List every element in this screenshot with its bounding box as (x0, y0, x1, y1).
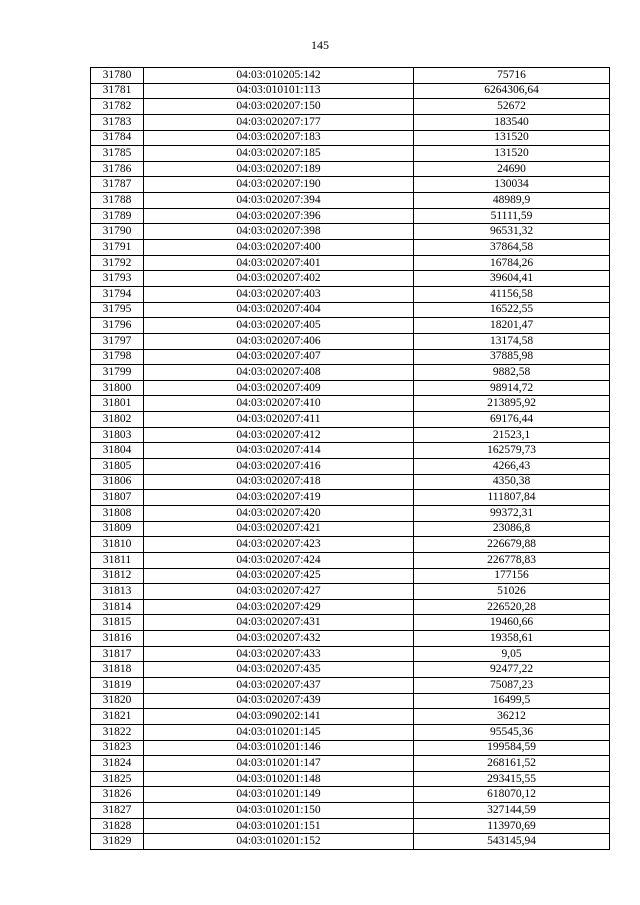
table-row (91, 521, 610, 537)
row-number-cell: 31787 (91, 177, 144, 193)
row-number-cell: 31818 (91, 662, 144, 678)
table-row (91, 599, 610, 615)
value-cell: 21523,1 (414, 427, 610, 443)
cadastral-number-cell: 04:03:020207:404 (144, 302, 414, 318)
value-cell: 4266,43 (414, 459, 610, 475)
cadastral-number-cell: 04:03:020207:408 (144, 365, 414, 381)
row-number-cell: 31803 (91, 427, 144, 443)
cadastral-number-cell: 04:03:020207:425 (144, 568, 414, 584)
table-row (91, 130, 610, 146)
row-number-cell: 31817 (91, 646, 144, 662)
table-row (91, 255, 610, 271)
row-number-cell: 31798 (91, 349, 144, 365)
value-cell: 131520 (414, 130, 610, 146)
value-cell: 18201,47 (414, 318, 610, 334)
row-number-cell: 31794 (91, 286, 144, 302)
row-number-cell: 31825 (91, 771, 144, 787)
row-number-cell: 31795 (91, 302, 144, 318)
row-number-cell: 31800 (91, 380, 144, 396)
table-row (91, 380, 610, 396)
cadastral-number-cell: 04:03:020207:394 (144, 193, 414, 209)
row-number-cell: 31792 (91, 255, 144, 271)
value-cell: 213895,92 (414, 396, 610, 412)
value-cell: 16784,26 (414, 255, 610, 271)
value-cell: 162579,73 (414, 443, 610, 459)
cadastral-number-cell: 04:03:010201:150 (144, 803, 414, 819)
table-row (91, 677, 610, 693)
cadastral-number-cell: 04:03:020207:406 (144, 333, 414, 349)
row-number-cell: 31808 (91, 505, 144, 521)
row-number-cell: 31826 (91, 787, 144, 803)
row-number-cell: 31801 (91, 396, 144, 412)
row-number-cell: 31783 (91, 114, 144, 130)
value-cell: 4350,38 (414, 474, 610, 490)
cadastral-number-cell: 04:03:020207:421 (144, 521, 414, 537)
cadastral-number-cell: 04:03:020207:189 (144, 161, 414, 177)
row-number-cell: 31780 (91, 68, 144, 84)
cadastral-number-cell: 04:03:020207:433 (144, 646, 414, 662)
value-cell: 99372,31 (414, 505, 610, 521)
cadastral-number-cell: 04:03:020207:429 (144, 599, 414, 615)
table-row (91, 349, 610, 365)
table-row (91, 834, 610, 850)
table-row (91, 286, 610, 302)
row-number-cell: 31814 (91, 599, 144, 615)
row-number-cell: 31796 (91, 318, 144, 334)
row-number-cell: 31821 (91, 709, 144, 725)
row-number-cell: 31824 (91, 756, 144, 772)
table-row (91, 208, 610, 224)
table-row (91, 615, 610, 631)
cadastral-number-cell: 04:03:020207:401 (144, 255, 414, 271)
cadastral-number-cell: 04:03:010201:151 (144, 818, 414, 834)
cadastral-number-cell: 04:03:010205:142 (144, 68, 414, 84)
table-row (91, 693, 610, 709)
value-cell: 24690 (414, 161, 610, 177)
row-number-cell: 31786 (91, 161, 144, 177)
value-cell: 69176,44 (414, 412, 610, 428)
table-row (91, 224, 610, 240)
row-number-cell: 31782 (91, 99, 144, 115)
cadastral-number-cell: 04:03:010201:148 (144, 771, 414, 787)
value-cell: 113970,69 (414, 818, 610, 834)
row-number-cell: 31815 (91, 615, 144, 631)
value-cell: 16522,55 (414, 302, 610, 318)
table-row (91, 427, 610, 443)
value-cell: 6264306,64 (414, 83, 610, 99)
table-row (91, 83, 610, 99)
value-cell: 39604,41 (414, 271, 610, 287)
table-row (91, 584, 610, 600)
value-cell: 19460,66 (414, 615, 610, 631)
table-row (91, 756, 610, 772)
cadastral-number-cell: 04:03:020207:410 (144, 396, 414, 412)
table-row (91, 646, 610, 662)
row-number-cell: 31802 (91, 412, 144, 428)
registry-table (90, 67, 610, 850)
cadastral-number-cell: 04:03:020207:424 (144, 552, 414, 568)
table-row (91, 568, 610, 584)
table-row (91, 490, 610, 506)
value-cell: 543145,94 (414, 834, 610, 850)
value-cell: 48989,9 (414, 193, 610, 209)
value-cell: 16499,5 (414, 693, 610, 709)
cadastral-number-cell: 04:03:020207:414 (144, 443, 414, 459)
page-number: 145 (311, 38, 329, 52)
value-cell: 130034 (414, 177, 610, 193)
row-number-cell: 31809 (91, 521, 144, 537)
cadastral-number-cell: 04:03:010201:146 (144, 740, 414, 756)
cadastral-number-cell: 04:03:010101:113 (144, 83, 414, 99)
cadastral-number-cell: 04:03:020207:150 (144, 99, 414, 115)
row-number-cell: 31807 (91, 490, 144, 506)
row-number-cell: 31791 (91, 240, 144, 256)
table-row (91, 771, 610, 787)
row-number-cell: 31793 (91, 271, 144, 287)
value-cell: 177156 (414, 568, 610, 584)
cadastral-number-cell: 04:03:020207:177 (144, 114, 414, 130)
row-number-cell: 31805 (91, 459, 144, 475)
table-row (91, 177, 610, 193)
cadastral-number-cell: 04:03:020207:437 (144, 677, 414, 693)
value-cell: 9,05 (414, 646, 610, 662)
row-number-cell: 31806 (91, 474, 144, 490)
value-cell: 19358,61 (414, 631, 610, 647)
value-cell: 183540 (414, 114, 610, 130)
row-number-cell: 31804 (91, 443, 144, 459)
cadastral-number-cell: 04:03:010201:152 (144, 834, 414, 850)
table-row (91, 505, 610, 521)
cadastral-number-cell: 04:03:020207:418 (144, 474, 414, 490)
cadastral-number-cell: 04:03:020207:412 (144, 427, 414, 443)
row-number-cell: 31790 (91, 224, 144, 240)
table-row (91, 193, 610, 209)
row-number-cell: 31812 (91, 568, 144, 584)
cadastral-number-cell: 04:03:020207:419 (144, 490, 414, 506)
table-row (91, 114, 610, 130)
row-number-cell: 31820 (91, 693, 144, 709)
value-cell: 131520 (414, 146, 610, 162)
table-row (91, 396, 610, 412)
row-number-cell: 31785 (91, 146, 144, 162)
cadastral-number-cell: 04:03:020207:190 (144, 177, 414, 193)
cadastral-number-cell: 04:03:090202:141 (144, 709, 414, 725)
value-cell: 98914,72 (414, 380, 610, 396)
cadastral-number-cell: 04:03:020207:431 (144, 615, 414, 631)
table-row (91, 787, 610, 803)
value-cell: 9882,58 (414, 365, 610, 381)
table-row (91, 724, 610, 740)
table-row (91, 740, 610, 756)
table-row (91, 459, 610, 475)
row-number-cell: 31827 (91, 803, 144, 819)
value-cell: 226520,28 (414, 599, 610, 615)
row-number-cell: 31828 (91, 818, 144, 834)
value-cell: 75087,23 (414, 677, 610, 693)
cadastral-number-cell: 04:03:020207:423 (144, 537, 414, 553)
value-cell: 92477,22 (414, 662, 610, 678)
value-cell: 13174,58 (414, 333, 610, 349)
cadastral-number-cell: 04:03:010201:149 (144, 787, 414, 803)
table-row (91, 365, 610, 381)
value-cell: 23086,8 (414, 521, 610, 537)
table-row (91, 271, 610, 287)
table-row (91, 318, 610, 334)
row-number-cell: 31789 (91, 208, 144, 224)
cadastral-number-cell: 04:03:020207:411 (144, 412, 414, 428)
row-number-cell: 31829 (91, 834, 144, 850)
table-row (91, 161, 610, 177)
cadastral-number-cell: 04:03:020207:435 (144, 662, 414, 678)
cadastral-number-cell: 04:03:020207:420 (144, 505, 414, 521)
table-row (91, 443, 610, 459)
value-cell: 75716 (414, 68, 610, 84)
value-cell: 96531,32 (414, 224, 610, 240)
table-row (91, 68, 610, 84)
cadastral-number-cell: 04:03:020207:402 (144, 271, 414, 287)
cadastral-number-cell: 04:03:020207:400 (144, 240, 414, 256)
table-row (91, 662, 610, 678)
table-row (91, 240, 610, 256)
table-row (91, 818, 610, 834)
table-row (91, 474, 610, 490)
cadastral-number-cell: 04:03:020207:185 (144, 146, 414, 162)
row-number-cell: 31811 (91, 552, 144, 568)
value-cell: 226679,88 (414, 537, 610, 553)
cadastral-number-cell: 04:03:010201:145 (144, 724, 414, 740)
table-row (91, 99, 610, 115)
value-cell: 327144,59 (414, 803, 610, 819)
row-number-cell: 31797 (91, 333, 144, 349)
cadastral-number-cell: 04:03:020207:183 (144, 130, 414, 146)
table-row (91, 709, 610, 725)
cadastral-number-cell: 04:03:020207:398 (144, 224, 414, 240)
cadastral-number-cell: 04:03:020207:439 (144, 693, 414, 709)
value-cell: 37864,58 (414, 240, 610, 256)
cadastral-number-cell: 04:03:020207:403 (144, 286, 414, 302)
value-cell: 51111,59 (414, 208, 610, 224)
value-cell: 199584,59 (414, 740, 610, 756)
value-cell: 37885,98 (414, 349, 610, 365)
table-row (91, 146, 610, 162)
value-cell: 111807,84 (414, 490, 610, 506)
value-cell: 293415,55 (414, 771, 610, 787)
value-cell: 618070,12 (414, 787, 610, 803)
row-number-cell: 31822 (91, 724, 144, 740)
cadastral-number-cell: 04:03:020207:416 (144, 459, 414, 475)
table-row (91, 302, 610, 318)
value-cell: 41156,58 (414, 286, 610, 302)
value-cell: 268161,52 (414, 756, 610, 772)
registry-table-body (91, 68, 610, 850)
row-number-cell: 31788 (91, 193, 144, 209)
cadastral-number-cell: 04:03:020207:407 (144, 349, 414, 365)
cadastral-number-cell: 04:03:020207:409 (144, 380, 414, 396)
value-cell: 51026 (414, 584, 610, 600)
row-number-cell: 31799 (91, 365, 144, 381)
table-row (91, 631, 610, 647)
row-number-cell: 31784 (91, 130, 144, 146)
value-cell: 95545,36 (414, 724, 610, 740)
cadastral-number-cell: 04:03:020207:405 (144, 318, 414, 334)
row-number-cell: 31819 (91, 677, 144, 693)
table-row (91, 552, 610, 568)
value-cell: 52672 (414, 99, 610, 115)
cadastral-number-cell: 04:03:020207:396 (144, 208, 414, 224)
row-number-cell: 31813 (91, 584, 144, 600)
row-number-cell: 31810 (91, 537, 144, 553)
table-row (91, 803, 610, 819)
row-number-cell: 31816 (91, 631, 144, 647)
table-row (91, 333, 610, 349)
table-row (91, 537, 610, 553)
cadastral-number-cell: 04:03:020207:427 (144, 584, 414, 600)
table-row (91, 412, 610, 428)
value-cell: 36212 (414, 709, 610, 725)
row-number-cell: 31823 (91, 740, 144, 756)
cadastral-number-cell: 04:03:010201:147 (144, 756, 414, 772)
value-cell: 226778,83 (414, 552, 610, 568)
cadastral-number-cell: 04:03:020207:432 (144, 631, 414, 647)
row-number-cell: 31781 (91, 83, 144, 99)
